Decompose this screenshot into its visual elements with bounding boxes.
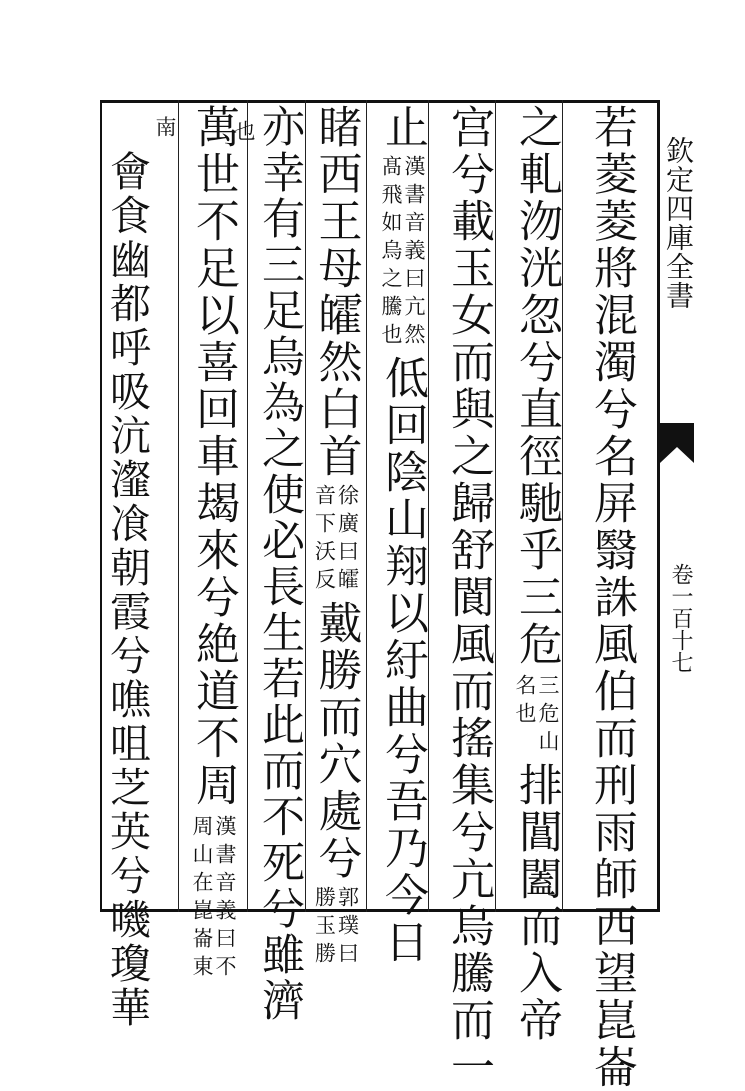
interlinear-note bbox=[313, 484, 359, 596]
column-rule bbox=[495, 100, 496, 912]
column-rule bbox=[366, 100, 367, 912]
note-line: 髙飛如烏之騰也 bbox=[379, 155, 403, 351]
note-line: 勝玉勝 bbox=[312, 886, 337, 970]
text-column-7 bbox=[180, 104, 246, 983]
main-text: 亦幸有三足烏為之使必長生若此而不死兮雖濟 bbox=[255, 104, 305, 1024]
text-column-1 bbox=[585, 104, 645, 1091]
main-text: 會食幽都呼吸沆瀣飡朝霞兮噍咀芝英兮嘰瓊華 bbox=[103, 150, 151, 1030]
main-text: 排閶闔而入帝 bbox=[511, 762, 562, 1044]
text-column-4 bbox=[376, 104, 428, 966]
column-rule bbox=[562, 100, 563, 912]
text-column-3 bbox=[442, 104, 494, 1091]
note-line: 三危山 bbox=[536, 674, 560, 758]
main-text: 之軋沕洸忽兮直徑馳乎三危 bbox=[511, 104, 562, 668]
main-text: 萬世不足以喜回車朅來兮絶道不周 bbox=[188, 104, 239, 809]
running-head bbox=[660, 100, 694, 910]
note-line: 南 bbox=[153, 116, 177, 144]
interlinear-note bbox=[190, 815, 236, 983]
text-column-8 bbox=[103, 104, 177, 1030]
main-text: 戴勝而穴處兮 bbox=[310, 600, 362, 882]
running-head-volume: 卷一百十七 bbox=[668, 563, 693, 673]
main-text: 低回陰山翔以紆曲兮吾乃今日 bbox=[377, 355, 428, 966]
note-line: 漢書音義曰亢然 bbox=[402, 155, 426, 351]
column-rule bbox=[305, 100, 306, 912]
interlinear-note bbox=[313, 886, 359, 970]
column-rule bbox=[178, 100, 179, 912]
main-text: 止 bbox=[377, 104, 428, 151]
column-rule bbox=[428, 100, 429, 912]
main-text: 睹西王母皬然白首 bbox=[310, 104, 362, 480]
note-line: 名也 bbox=[513, 674, 537, 730]
note-line: 漢書音義曰不 bbox=[213, 815, 237, 983]
fishtail-mark-icon bbox=[660, 423, 694, 463]
note-line: 周山在崑崙東 bbox=[190, 815, 214, 983]
note-line: 音下沃反 bbox=[312, 484, 337, 596]
interlinear-note bbox=[513, 674, 559, 758]
note-line: 也 bbox=[232, 120, 256, 148]
main-text: 宫兮載玉女而與之歸舒閬風而搖集兮亢烏騰而一 bbox=[443, 104, 494, 1091]
text-column-5 bbox=[307, 104, 364, 970]
running-head-title: 欽定四庫全書 bbox=[662, 136, 695, 310]
text-column-6 bbox=[232, 104, 305, 1024]
note-line: 徐廣曰皬 bbox=[335, 484, 360, 596]
main-text: 若菱菱將混濁兮名屏翳誅風伯而刑雨師西望崑崙 bbox=[586, 104, 637, 1091]
note-line: 郭璞曰 bbox=[335, 886, 360, 970]
interlinear-note bbox=[379, 155, 425, 351]
text-column-2 bbox=[510, 104, 562, 1044]
